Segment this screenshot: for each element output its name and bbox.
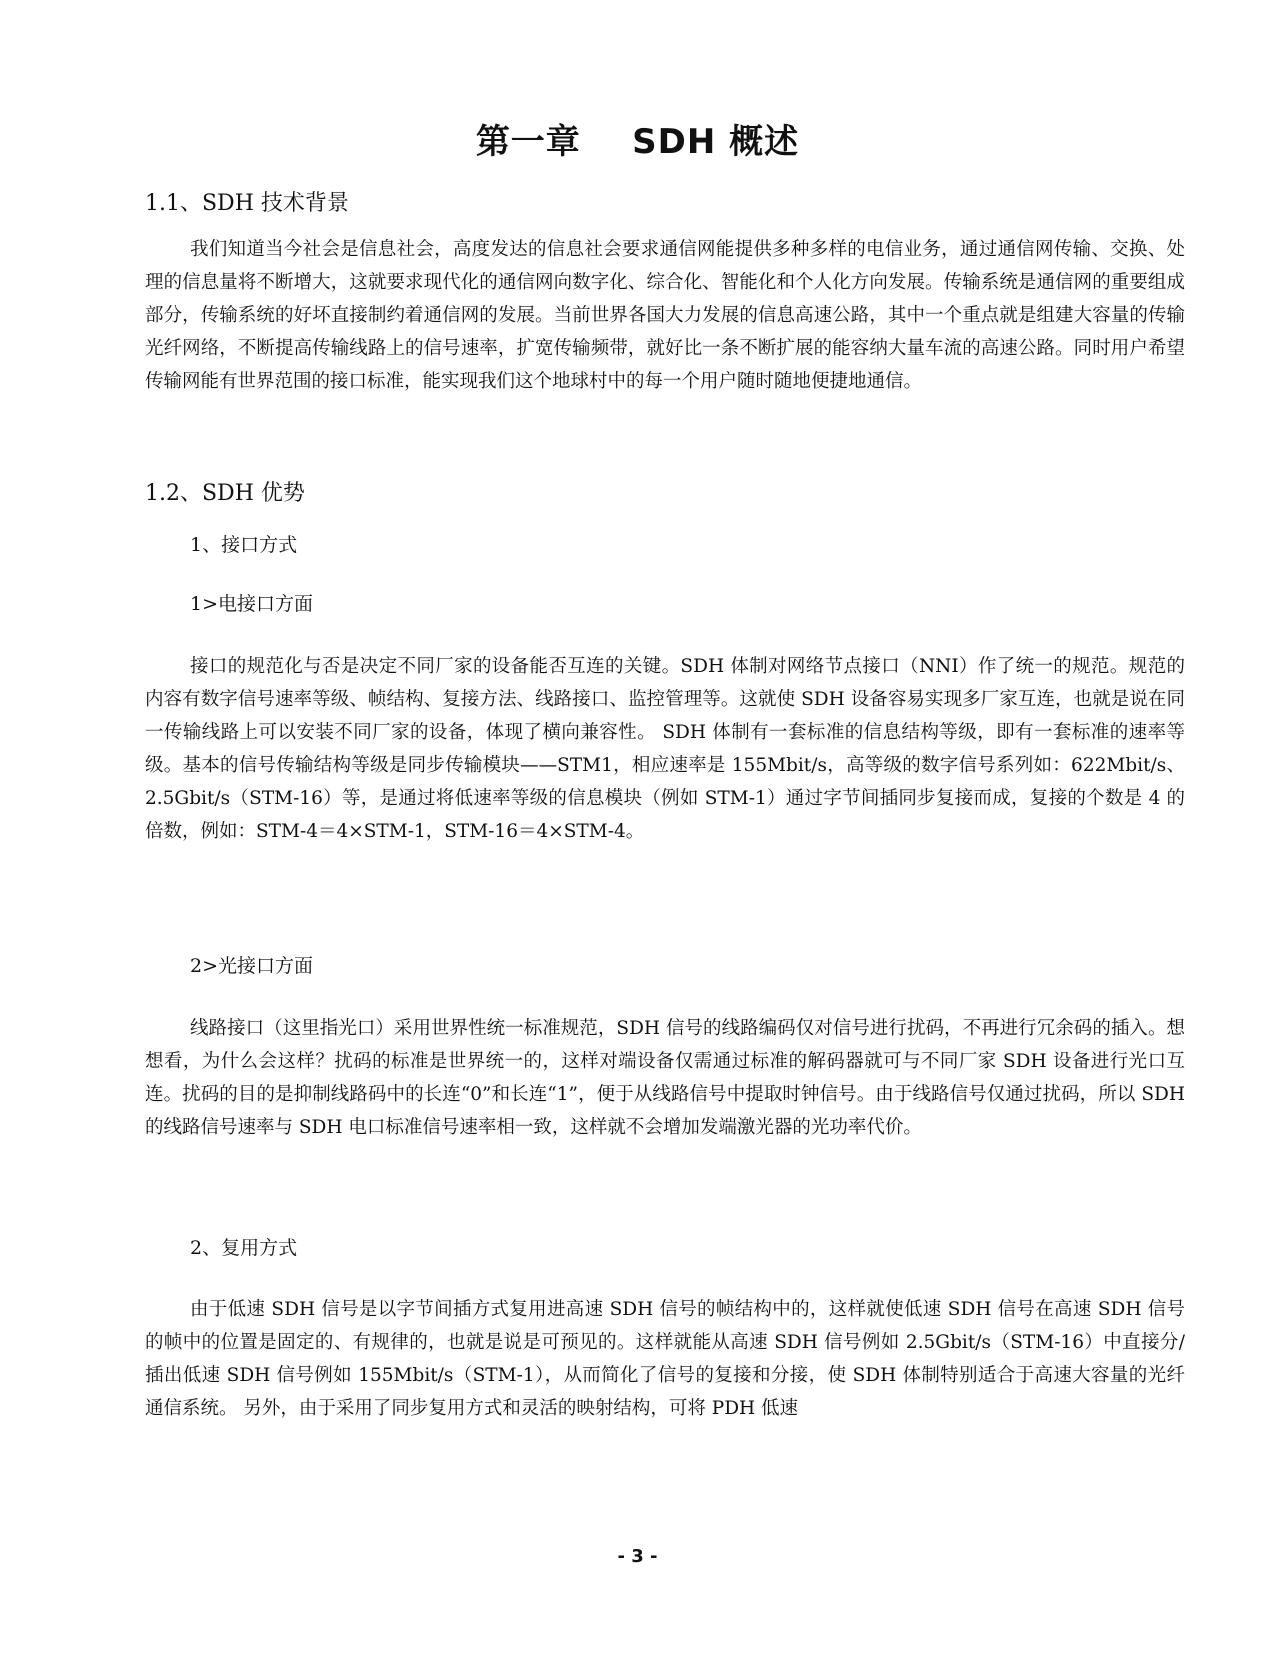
paragraph-background: 我们知道当今社会是信息社会，高度发达的信息社会要求通信网能提供多种多样的电信业务，通过通信网传输、交换、处理的信息量将不断增大，这就要求现代化的通信网向数字化、综合化、智能化和个人化方向发展。传输系统是通信网的重要组成部分，传输系统的好坏直接制约着通信网的发展。当前世界各国大力发展的信息高速公路，其中一个重点就是组建大容量的传输光纤网络，不断提高传输线路上的信号速率，扩宽传输频带，就好比一条不断扩展的能容纳大量车流的高速公路。同时用户希望传输网能有世界范围的接口标准，能实现我们这个地球村中的每一个用户随时随地便捷地通信。 — [145, 239, 1185, 392]
page-number: - 3 - — [617, 1546, 658, 1567]
item-heading-electrical-interface: 1>电接口方面 — [190, 593, 314, 615]
chapter-title: 第一章 SDH 概述 — [475, 122, 800, 162]
paragraph-optical-interface: 线路接口（这里指光口）采用世界性统一标准规范，SDH 信号的线路编码仅对信号进行扰码，不再进行冗余码的插入。想想看，为什么会这样？扰码的标准是世界统一的，这样对端设备仅需通过标准的解码器就可与不同厂家 SDH 设备进行光口互连。扰码的目的是抑制线路码中的长连“0”和长连“1”，便于从线路信号中提取时钟信号。由于线路信号仅通过扰码，所以 SDH 的线路信号速率与 SDH 电口标准信号速率相一致，这样就不会增加发端激光器的光功率代价。 — [145, 1018, 1185, 1138]
subsection-heading-interface: 1、接口方式 — [190, 534, 298, 556]
section-heading-1-2: 1.2、SDH 优势 — [145, 481, 305, 506]
subsection-heading-multiplexing: 2、复用方式 — [190, 1237, 298, 1259]
paragraph-multiplexing: 由于低速 SDH 信号是以字节间插方式复用进高速 SDH 信号的帧结构中的，这样就使低速 SDH 信号在高速 SDH 信号的帧中的位置是固定的、有规律的，也就是说是可预见的。这样就能从高速 SDH 信号例如 2.5Gbit/s（STM-16）中直接分/插出低速 SDH 信号例如 155Mbit/s（STM-1），从而简化了信号的复接和分接，使 SDH 体制特别适合于高速大容量的光纤通信系统。 另外，由于采用了同步复用方式和灵活的映射结构，可将 PDH 低速 — [145, 1299, 1185, 1419]
paragraph-electrical-interface: 接口的规范化与否是决定不同厂家的设备能否互连的关键。SDH 体制对网络节点接口（NNI）作了统一的规范。规范的内容有数字信号速率等级、帧结构、复接方法、线路接口、监控管理等。这就使 SDH 设备容易实现多厂家互连，也就是说在同一传输线路上可以安装不同厂家的设备，体现了横向兼容性。 SDH 体制有一套标准的信息结构等级，即有一套标准的速率等级。基本的信号传输结构等级是同步传输模块——STM1，相应速率是 155Mbit/s，高等级的数字信号系列如：622Mbit/s、2.5Gbit/s（STM-16）等，是通过将低速率等级的信息模块（例如 STM-1）通过字节间插同步复接而成，复接的个数是 4 的倍数，例如：STM-4＝4×STM-1，STM-16＝4×STM-4。 — [145, 656, 1185, 842]
section-heading-1-1: 1.1、SDH 技术背景 — [145, 191, 349, 216]
item-heading-optical-interface: 2>光接口方面 — [190, 955, 314, 977]
